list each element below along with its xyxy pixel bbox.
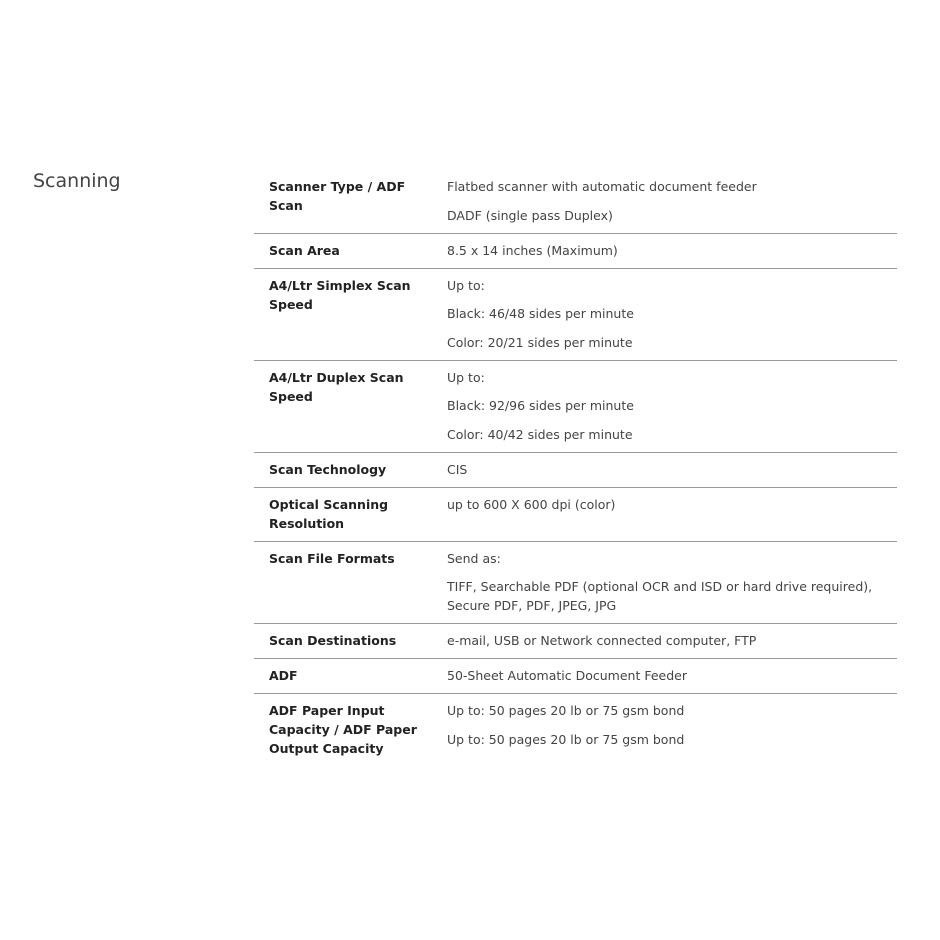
spec-value: TIFF, Searchable PDF (optional OCR and ISD or hard drive required), Secure PDF, PDF, JPEG, JPG (447, 579, 873, 613)
spec-values (447, 549, 897, 616)
spec-label: Scan Area (269, 242, 340, 258)
spec-value: 50-Sheet Automatic Document Feeder (447, 668, 687, 683)
spec-value: Color: 40/42 sides per minute (447, 426, 633, 442)
spec-values (447, 666, 897, 685)
spec-value: Color: 20/21 sides per minute (447, 334, 633, 350)
spec-value: Black: 46/48 sides per minute (447, 306, 634, 321)
spec-row (254, 269, 897, 361)
spec-value: 8.5 x 14 inches (Maximum) (447, 242, 618, 258)
spec-label: A4/Ltr Duplex Scan Speed (269, 369, 404, 404)
spec-row (254, 488, 897, 542)
spec-value: e-mail, USB or Network connected computer, FTP (447, 633, 757, 648)
spec-value: Up to: (447, 369, 485, 385)
spec-label: Scan Destinations (269, 633, 397, 648)
spec-row (254, 170, 897, 234)
spec-label: Scan File Formats (269, 550, 395, 566)
spec-row (254, 361, 897, 453)
spec-values (447, 241, 897, 260)
spec-value: Send as: (447, 550, 501, 566)
spec-values (447, 631, 897, 650)
spec-value: Up to: 50 pages 20 lb or 75 gsm bond (447, 703, 685, 718)
spec-table (254, 170, 897, 766)
spec-values (447, 276, 897, 352)
spec-values (447, 460, 897, 479)
spec-label: Scanner Type / ADF Scan (269, 179, 406, 213)
spec-value: DADF (single pass Duplex) (447, 207, 613, 223)
spec-row (254, 542, 897, 625)
spec-label: Scan Technology (269, 461, 387, 477)
spec-values (447, 701, 897, 758)
spec-row (254, 694, 897, 766)
section-title: Scanning (33, 170, 121, 192)
spec-row (254, 453, 897, 488)
spec-values (447, 495, 897, 533)
spec-label: ADF Paper Input Capacity / ADF Paper Output Capacity (269, 703, 417, 756)
spec-value: CIS (447, 461, 468, 477)
spec-label: ADF (269, 668, 298, 683)
spec-value: Flatbed scanner with automatic document feeder (447, 179, 757, 194)
spec-row (254, 659, 897, 694)
spec-value: Black: 92/96 sides per minute (447, 398, 634, 413)
spec-row (254, 234, 897, 269)
spec-value: up to 600 X 600 dpi (color) (447, 496, 616, 512)
spec-values (447, 177, 897, 225)
spec-value: Up to: 50 pages 20 lb or 75 gsm bond (447, 731, 685, 747)
spec-values (447, 368, 897, 444)
spec-label: A4/Ltr Simplex Scan Speed (269, 277, 411, 312)
spec-value: Up to: (447, 277, 485, 293)
spec-row (254, 624, 897, 659)
spec-label: Optical Scanning Resolution (269, 496, 389, 531)
